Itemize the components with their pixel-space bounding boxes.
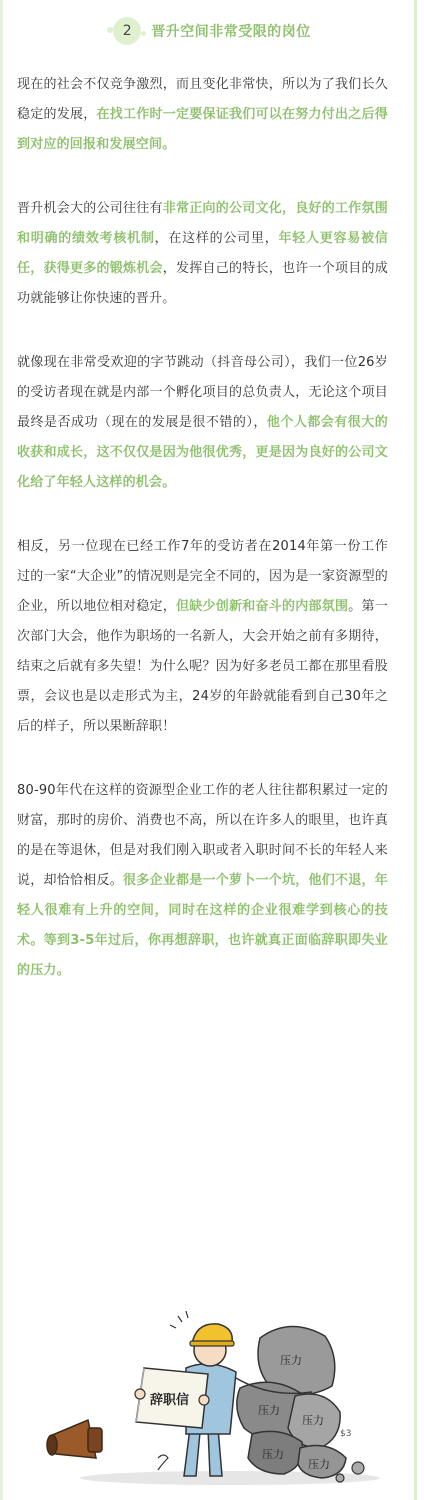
pressure-stones xyxy=(236,1326,346,1478)
paragraph-segment: ，在这样的公司里， xyxy=(154,231,279,246)
highlighted-segment: 但缺少创新和奋斗的内部氛围 xyxy=(176,599,349,614)
paragraph-segment: 80-90年代在这样的资源型企业工作的老人往往都积累过一定的财富，那时的房价、消费也不高，所以在许多人的眼里，也许真的是在等退休，但是对我们刚入职或者入职时间不长的年轻人来说，却恰恰相反。 xyxy=(17,783,388,888)
letter-title: 辞职信 xyxy=(150,1393,190,1408)
resignation-illustration xyxy=(40,1308,380,1488)
section-number: 2 xyxy=(122,23,132,39)
paragraph-5 xyxy=(17,776,388,986)
article-body xyxy=(17,70,388,1020)
paragraph-4 xyxy=(17,532,388,742)
paragraph-1 xyxy=(17,70,388,160)
stress-marks xyxy=(170,1311,188,1328)
artist-signature: $3 xyxy=(340,1429,352,1439)
paragraph-segment: 现在的社会不仅竞争激烈，而且变化非常快，所以为了我们长久稳定的发展， xyxy=(17,77,388,122)
section-number-badge xyxy=(113,17,141,45)
highlighted-segment: 非常正向的公司文化，良好的工作氛围和明确的绩效考核机制 xyxy=(17,201,389,246)
stone-label: 压力 xyxy=(258,1404,280,1417)
paragraph-segment: 相反，另一位现在已经工作7年的受访者在2014年第一份工作过的一家“大企业”的情况则是完全不同的，因为是一家资源型的企业，所以地位相对稳定， xyxy=(17,539,388,614)
paragraph-segment: ，发挥自己的特长，也许一个项目的成功就能够让你快速的晋升。 xyxy=(17,261,389,306)
stone-label: 压力 xyxy=(302,1414,324,1427)
paragraph-3 xyxy=(17,348,388,498)
highlighted-segment: 他个人都会有很大的收获和成长，这不仅仅是因为他很优秀，更是因为良好的公司文化给了年轻人这样的机会。 xyxy=(17,415,388,490)
squiggle-mark xyxy=(158,1455,168,1470)
paragraph-2 xyxy=(17,194,388,314)
section-header xyxy=(0,14,424,48)
left-frame-line xyxy=(0,0,3,1500)
stone-label: 压力 xyxy=(280,1354,302,1367)
paragraph-segment: 就像现在非常受欢迎的字节跳动（抖音母公司），我们一位26岁的受访者现在就是内部一个孵化项目的总负责人，无论这个项目最终是否成功（现在的发展是很不错的）， xyxy=(17,355,388,430)
section-title: 晋升空间非常受限的岗位 xyxy=(151,24,311,40)
megaphone-icon xyxy=(47,1420,102,1458)
badge-dot-right xyxy=(141,31,146,36)
highlighted-segment: 在找工作时一定要保证我们可以在努力付出之后得到对应的回报和发展空间。 xyxy=(17,107,388,152)
resignation-letter xyxy=(135,1368,209,1428)
paragraph-segment: 晋升机会大的公司往往有 xyxy=(17,201,163,216)
paragraph-segment: 。第一次部门大会，他作为职场的一名新人，大会开始之前有多期待，结束之后就有多失望！为什么呢？因为好多老员工都在那里看股票，会议也是以走形式为主，24岁的年龄就能看到自己30年之后的样子，所以果断辞职！ xyxy=(17,599,388,734)
small-rock xyxy=(336,1474,344,1482)
highlighted-segment: 很多企业都是一个萝卜一个坑，他们不退，年轻人很难有上升的空间，同时在这样的企业很难学到核心的技术。等到3-5年过后，你再想辞职，也许就真正面临辞职即失业的压力。 xyxy=(17,873,388,978)
stone-label: 压力 xyxy=(308,1458,330,1471)
highlighted-segment: 年轻人更容易被信任，获得更多的锻炼机会 xyxy=(17,231,388,276)
small-rock xyxy=(352,1462,364,1474)
stone-label: 压力 xyxy=(262,1448,284,1461)
right-frame-line xyxy=(414,0,417,1500)
